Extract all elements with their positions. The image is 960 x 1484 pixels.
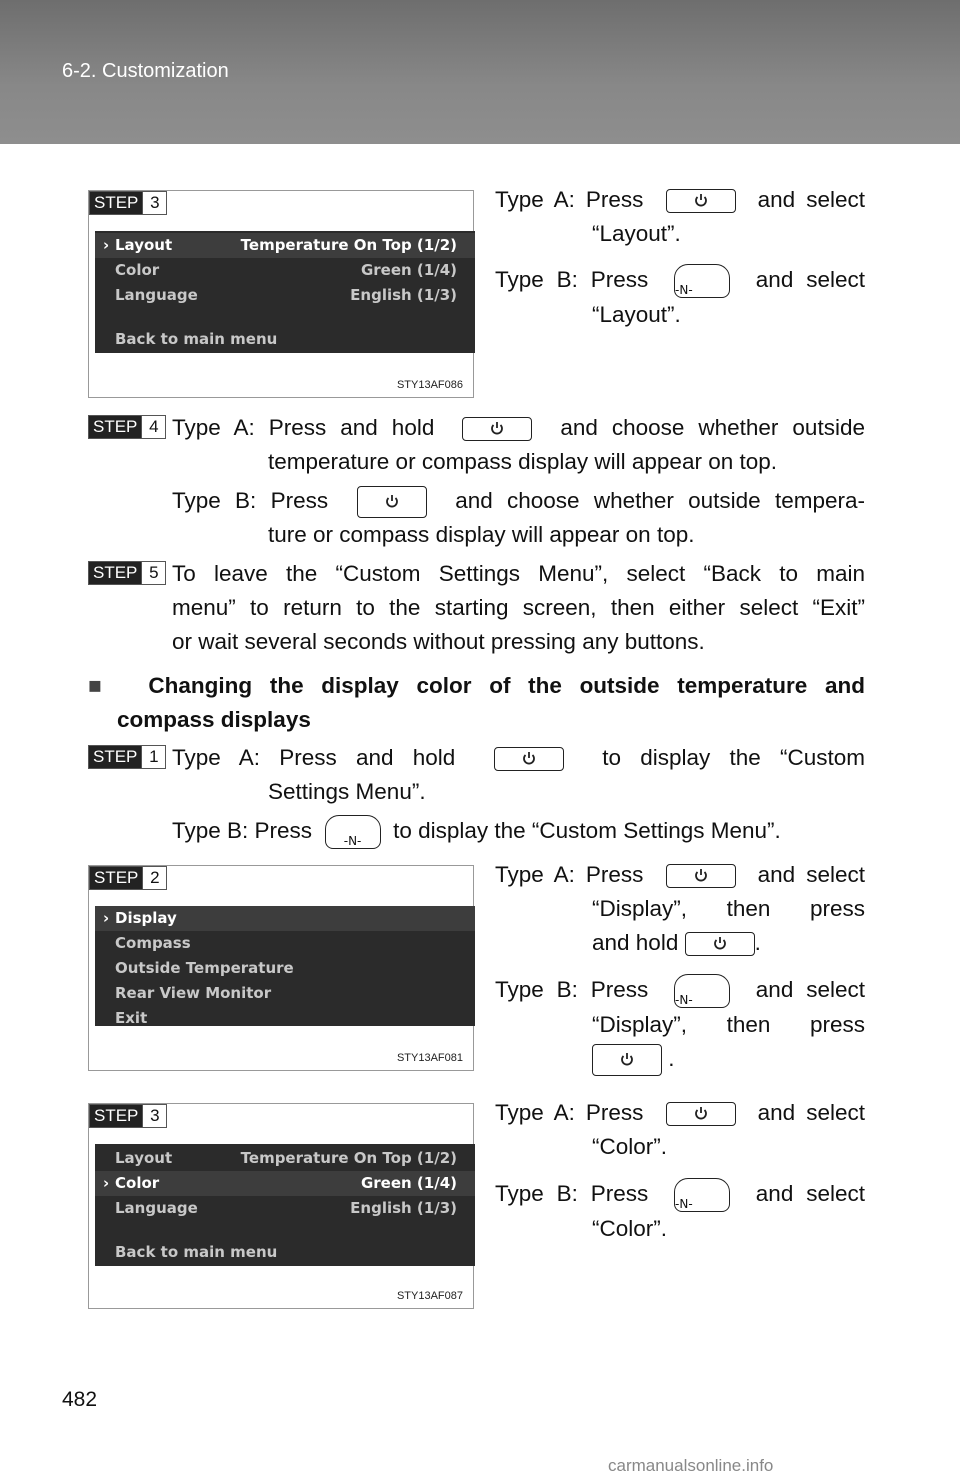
compass-button-icon: -N- — [325, 815, 381, 849]
step4-type-b: Type B: Press and choose whether outside tempera- ture or compass display will appear on top. — [172, 488, 865, 548]
step2-type-a: Type A: Press and select “Display”, then press and hold . — [495, 862, 865, 955]
menu-row: Compass — [115, 934, 191, 952]
figure-code: STY13AF086 — [396, 379, 463, 391]
menu-row: › Layout Temperature On Top (1/2) — [95, 233, 475, 258]
power-button-icon — [666, 864, 736, 888]
step3-type-a: Type A: Press and select “Layout”. — [495, 187, 865, 246]
menu-row: Color Green (1/4) — [115, 261, 457, 279]
compass-button-icon: -N- — [674, 1178, 730, 1212]
step1-type-b: Type B: Press -N- to display the “Custom Settings Menu”. — [172, 814, 865, 849]
step3b-type-b: Type B: Press -N- and select “Color”. — [495, 1177, 865, 1246]
section-heading: ■ Changing the display color of the outside temperature and compass displays — [88, 673, 865, 732]
menu-row: Outside Temperature — [115, 959, 294, 977]
menu-row: Language English (1/3) — [115, 286, 457, 304]
compass-button-icon: -N- — [674, 264, 730, 298]
menu-row: Rear View Monitor — [115, 984, 272, 1002]
menu-row: › Display — [95, 906, 475, 931]
step4-type-a: Type A: Press and hold and choose whether outside temperature or compass display will appear on top. — [172, 415, 865, 474]
step1-type-a: Type A: Press and hold to display the “Custom Settings Menu”. — [172, 745, 865, 804]
step3b-type-a: Type A: Press and select “Color”. — [495, 1100, 865, 1159]
power-button-icon — [357, 486, 427, 518]
figure-code: STY13AF081 — [396, 1052, 463, 1064]
power-button-icon — [494, 747, 564, 771]
step2-type-b: Type B: Press -N- and select “Display”, then press . — [495, 973, 865, 1076]
power-button-icon — [666, 1102, 736, 1126]
section-title: 6-2. Customization — [62, 60, 229, 82]
power-button-icon — [685, 932, 755, 956]
power-button-icon — [666, 189, 736, 213]
chevron-right-icon: › — [103, 1174, 110, 1192]
power-button-icon — [592, 1044, 662, 1076]
page-header — [0, 0, 960, 144]
menu-row: Exit — [115, 1009, 148, 1027]
step-badge: STEP 3 — [89, 191, 167, 215]
step-badge: STEP 4 — [88, 415, 166, 439]
menu-row: Back to main menu — [115, 330, 278, 348]
power-button-icon — [462, 417, 532, 441]
figure-layout-menu — [88, 190, 474, 398]
step3-type-b: Type B: Press -N- and select “Layout”. — [495, 263, 865, 332]
compass-button-icon: -N- — [674, 974, 730, 1008]
step-badge: STEP 5 — [88, 561, 166, 585]
step-badge: STEP 2 — [89, 866, 167, 890]
figure-display-menu — [88, 865, 474, 1071]
step5-text: To leave the “Custom Settings Menu”, select “Back to main menu” to return to the starting screen, then either select “Exit” or wait several seconds without pressing any buttons. — [172, 561, 865, 654]
chevron-right-icon: › — [103, 909, 110, 927]
step-badge: STEP 3 — [89, 1104, 167, 1128]
menu-row: Language English (1/3) — [115, 1199, 457, 1217]
display-screen — [95, 906, 475, 1026]
figure-color-menu — [88, 1103, 474, 1309]
watermark: carmanualsonline.info — [608, 1456, 774, 1475]
menu-row: Back to main menu — [115, 1243, 278, 1261]
menu-row: Layout Temperature On Top (1/2) — [115, 1149, 457, 1167]
display-screen — [95, 1144, 475, 1266]
step-badge: STEP 1 — [88, 745, 166, 769]
chevron-right-icon: › — [103, 236, 110, 254]
page-number: 482 — [62, 1388, 98, 1411]
menu-row: › Color Green (1/4) — [95, 1171, 475, 1196]
display-screen — [95, 231, 475, 353]
figure-code: STY13AF087 — [396, 1290, 463, 1302]
